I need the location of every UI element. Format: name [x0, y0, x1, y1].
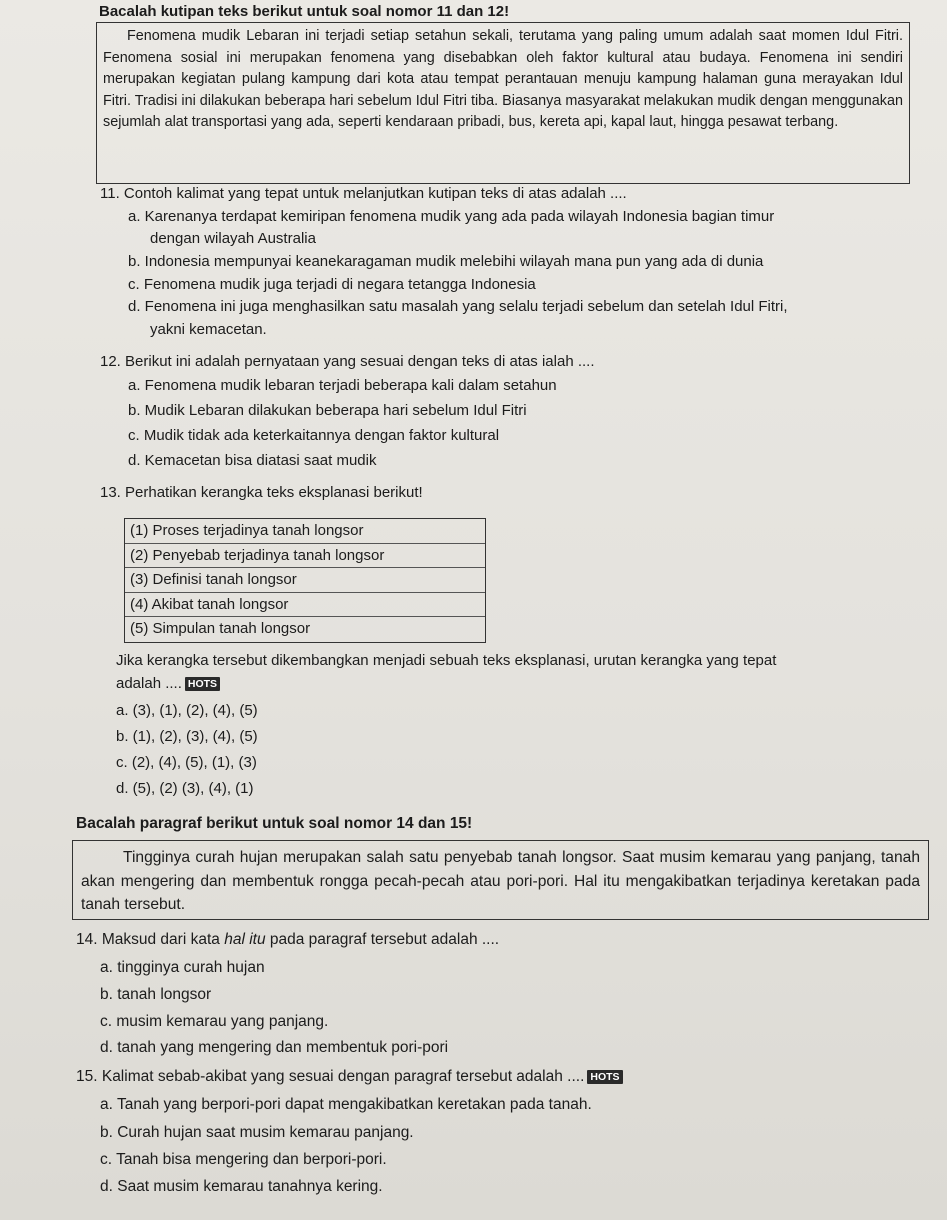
hots-badge: HOTS	[587, 1070, 622, 1084]
outline-row: (1) Proses terjadinya tanah longsor	[125, 519, 485, 544]
q11-option-a-cont: dengan wilayah Australia	[150, 230, 316, 247]
passage-2-text: Tingginya curah hujan merupakan salah satu penyebab tanah longsor. Saat musim kemarau yang panjang, tanah akan mengering dan membentuk rongga pecah-pecah atau pori-pori. Hal itu mengakibatkan terjadinya keretakan pada tanah tersebut.	[81, 849, 920, 913]
q13-option-b[interactable]: b. (1), (2), (3), (4), (5)	[116, 728, 258, 745]
q13-stem-text: adalah ....	[116, 675, 182, 692]
q13-stem-line2	[116, 675, 220, 692]
outline-row: (3) Definisi tanah longsor	[125, 568, 485, 593]
q12-option-a[interactable]: a. Fenomena mudik lebaran terjadi beberapa kali dalam setahun	[128, 377, 557, 394]
hots-badge: HOTS	[185, 677, 220, 691]
q13-option-a[interactable]: a. (3), (1), (2), (4), (5)	[116, 702, 258, 719]
q13-text: 13. Perhatikan kerangka teks eksplanasi berikut!	[100, 484, 423, 501]
section1-heading: Bacalah kutipan teks berikut untuk soal nomor 11 dan 12!	[99, 3, 510, 20]
q11-option-a[interactable]: a. Karenanya terdapat kemiripan fenomena mudik yang ada pada wilayah Indonesia bagian timur	[128, 208, 775, 225]
q15-option-d[interactable]: d. Saat musim kemarau tanahnya kering.	[100, 1178, 383, 1195]
q15-option-b[interactable]: b. Curah hujan saat musim kemarau panjang.	[100, 1124, 414, 1141]
q13-option-c[interactable]: c. (2), (4), (5), (1), (3)	[116, 754, 257, 771]
section2-heading: Bacalah paragraf berikut untuk soal nomor 14 dan 15!	[76, 815, 473, 832]
q12-text: 12. Berikut ini adalah pernyataan yang sesuai dengan teks di atas ialah ....	[100, 353, 595, 370]
q12-option-c[interactable]: c. Mudik tidak ada keterkaitannya dengan faktor kultural	[128, 427, 500, 444]
q12-option-b[interactable]: b. Mudik Lebaran dilakukan beberapa hari sebelum Idul Fitri	[128, 402, 527, 419]
q15-text	[76, 1068, 623, 1086]
q14-option-c[interactable]: c. musim kemarau yang panjang.	[100, 1013, 329, 1030]
outline-row: (4) Akibat tanah longsor	[125, 593, 485, 618]
q11-option-d-cont: yakni kemacetan.	[150, 321, 267, 338]
q11-option-d[interactable]: d. Fenomena ini juga menghasilkan satu masalah yang selalu terjadi sebelum dan setelah Idul Fitri,	[128, 298, 788, 315]
q14-text-pre: 14. Maksud dari kata	[76, 931, 225, 948]
passage-box-2	[72, 840, 929, 920]
q15-option-c[interactable]: c. Tanah bisa mengering dan berpori-pori.	[100, 1151, 387, 1168]
q14-option-b[interactable]: b. tanah longsor	[100, 986, 212, 1003]
outline-table	[124, 518, 486, 643]
outline-row: (5) Simpulan tanah longsor	[130, 620, 311, 638]
q11-option-b[interactable]: b. Indonesia mempunyai keanekaragaman mudik melebihi wilayah mana pun yang ada di dunia	[128, 253, 764, 270]
q14-text	[76, 931, 499, 949]
q11-option-c[interactable]: c. Fenomena mudik juga terjadi di negara tetangga Indonesia	[128, 276, 536, 293]
q15-option-a[interactable]: a. Tanah yang berpori-pori dapat mengakibatkan keretakan pada tanah.	[100, 1096, 592, 1113]
outline-row: (2) Penyebab terjadinya tanah longsor	[125, 544, 485, 569]
passage-box-1	[96, 22, 910, 184]
passage-1-text: Fenomena mudik Lebaran ini terjadi setiap setahun sekali, terutama yang paling umum adalah saat momen Idul Fitri. Fenomena sosial ini merupakan fenomena yang disebabkan oleh faktor kultural atau budaya. Fenomena ini sendiri merupakan kegiatan pulang kampung dari kota atau tempat perantauan menuju kampung halaman guna merayakan Idul Fitri. Tradisi ini dilakukan beberapa hari sebelum Idul Fitri tiba. Biasanya masyarakat melakukan mudik dengan menggunakan sejumlah alat transportasi yang ada, seperti kendaraan pribadi, bus, kereta api, kapal laut, hingga pesawat terbang.	[103, 28, 903, 130]
q12-option-d[interactable]: d. Kemacetan bisa diatasi saat mudik	[128, 452, 377, 469]
q14-text-italic: hal itu	[224, 931, 266, 948]
q13-stem-line1: Jika kerangka tersebut dikembangkan menjadi sebuah teks eksplanasi, urutan kerangka yang tepat	[116, 652, 777, 669]
q13-option-d[interactable]: d. (5), (2) (3), (4), (1)	[116, 780, 254, 797]
q14-text-post: pada paragraf tersebut adalah ....	[265, 931, 500, 948]
q14-option-d[interactable]: d. tanah yang mengering dan membentuk pori-pori	[100, 1039, 449, 1056]
q11-text: 11. Contoh kalimat yang tepat untuk melanjutkan kutipan teks di atas adalah ....	[100, 185, 627, 202]
q15-text-main: 15. Kalimat sebab-akibat yang sesuai dengan paragraf tersebut adalah ....	[76, 1068, 585, 1085]
q14-option-a[interactable]: a. tingginya curah hujan	[100, 959, 265, 976]
